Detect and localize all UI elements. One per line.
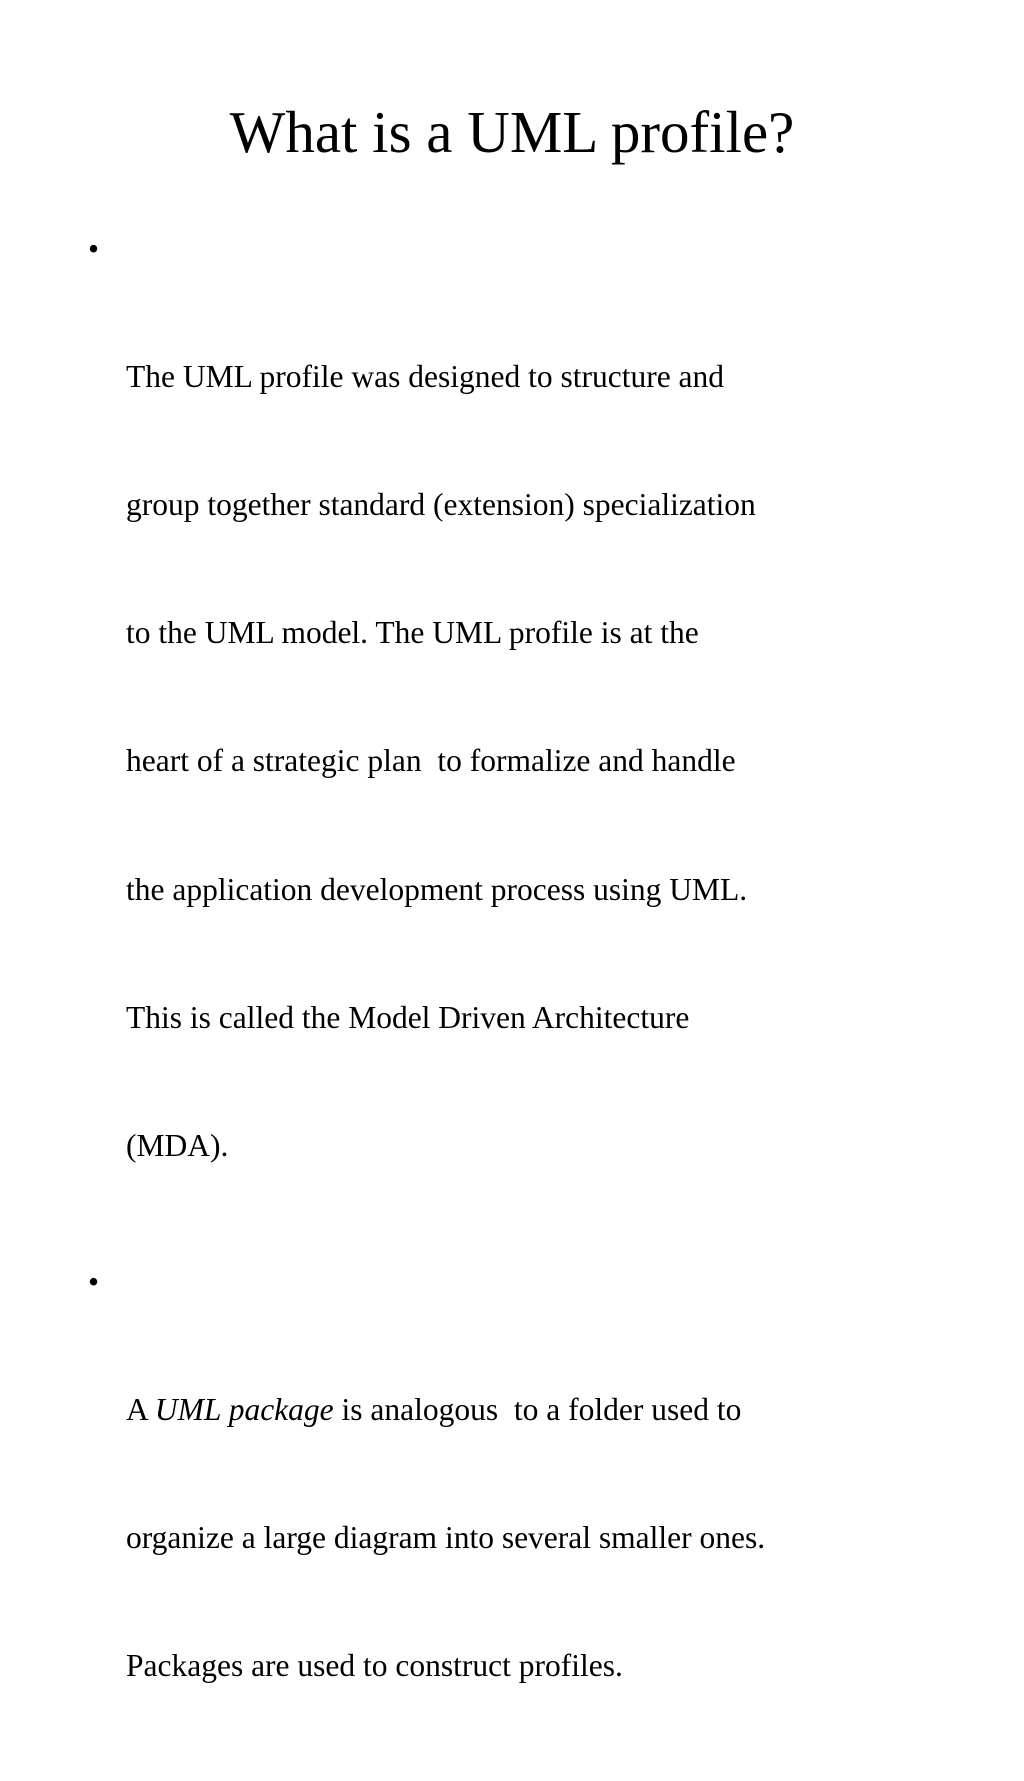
bullet-text-line xyxy=(126,1389,968,1432)
bullet-text-line: Packages are used to construct profiles. xyxy=(126,1648,623,1684)
bullet-marker: • xyxy=(88,231,100,266)
bullet-text-suffix: is analogous to a folder used to xyxy=(333,1391,742,1427)
bullet-text-line: to the UML model. The UML profile is at the xyxy=(126,615,699,651)
bullet-list xyxy=(88,228,968,1781)
bullet-marker: • xyxy=(88,1263,100,1299)
bullet-text-line: organize a large diagram into several smaller ones. xyxy=(126,1520,766,1556)
bullet-item-uml-profile xyxy=(88,228,968,1253)
bullet-text-line: (MDA). xyxy=(126,1127,229,1163)
bullet-text-line: the application development process using UML. xyxy=(126,871,748,907)
bullet-text-line: heart of a strategic plan to formalize and handle xyxy=(126,743,736,779)
bullet-text-line: This is called the Model Driven Architecture xyxy=(126,999,690,1035)
bullet-item-uml-package xyxy=(88,1261,968,1773)
slide-title: What is a UML profile? xyxy=(229,99,795,165)
bullet-text-line: group together standard (extension) specialization xyxy=(126,487,756,523)
emphasized-term: UML package xyxy=(154,1391,334,1427)
bullet-text-line: The UML profile was designed to structure and xyxy=(126,359,725,395)
bullet-text-prefix: A xyxy=(126,1391,155,1427)
